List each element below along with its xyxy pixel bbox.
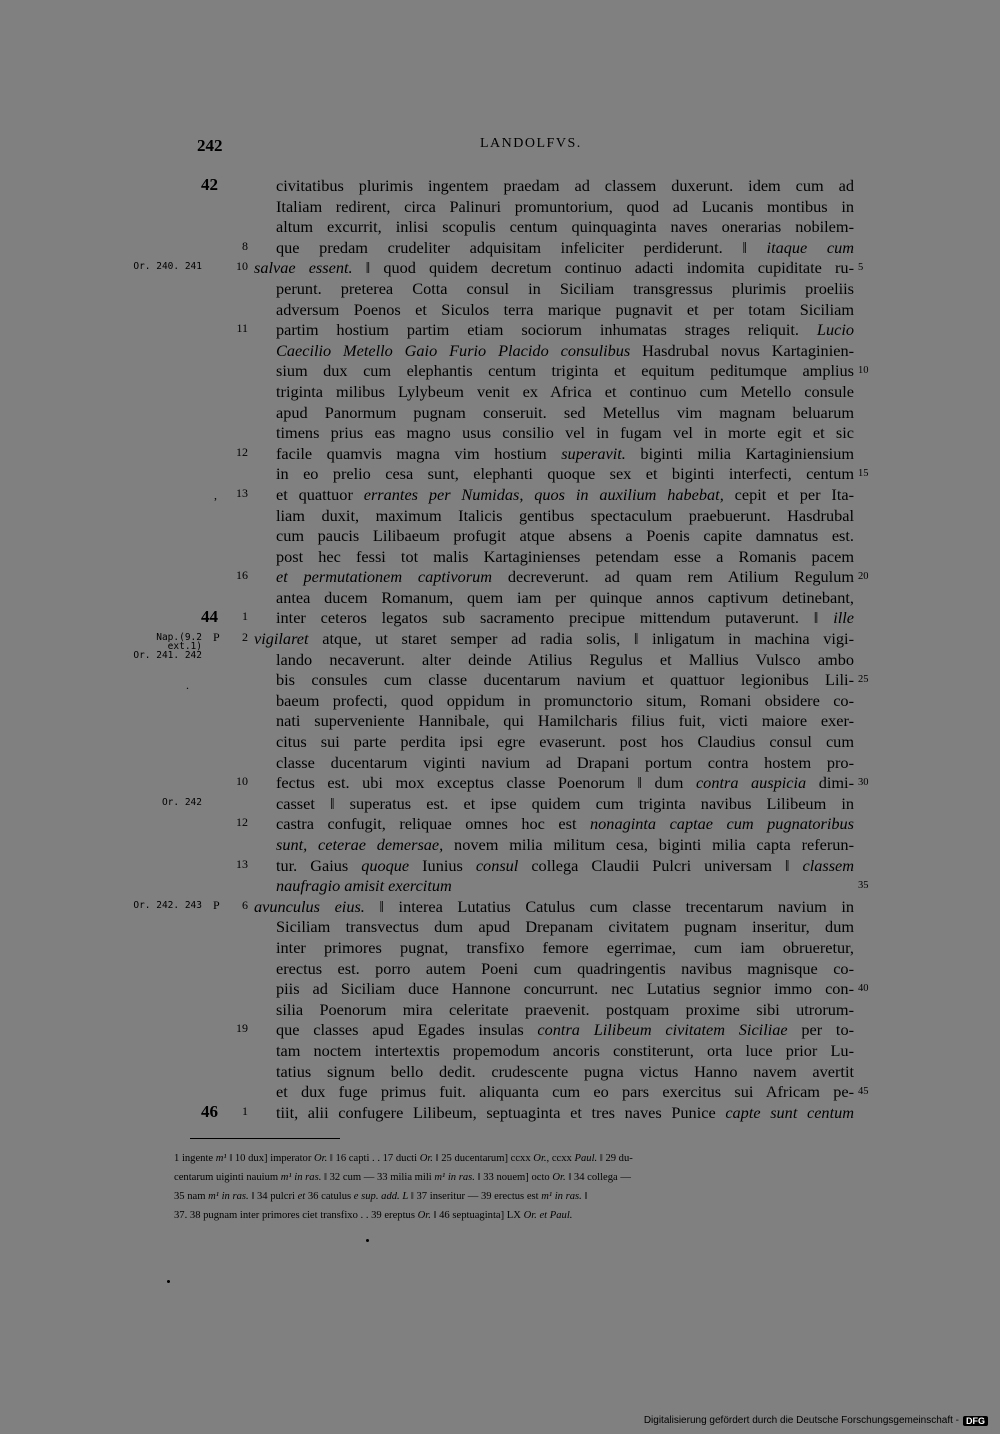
line-text: Siciliam transvectus dum apud Drepanam civitatem pugnam inseritur, dum xyxy=(276,917,854,937)
line-text: sium dux cum elephantis centum triginta et equitum peditumque amplius xyxy=(276,361,854,381)
line-text: altum excurrit, inlisi scopulis centum quinquaginta naves onerarias nobilem- xyxy=(276,217,854,237)
text-segment: Or. xyxy=(314,1153,328,1164)
text-segment: et permutationem captivorum xyxy=(276,567,493,587)
source-reference xyxy=(120,798,202,807)
text-segment: Lucio xyxy=(816,320,854,340)
line-text: nati superveniente Hannibale, qui Hamilcharis filius fuit, victi maiore exer- xyxy=(276,711,854,731)
line-text xyxy=(276,341,854,361)
line-text: civitatibus plurimis ingentem praedam ad classem duxerunt. idem cum ad xyxy=(276,176,854,195)
text-segment: ‖ 10 dux] imperator xyxy=(226,1153,315,1164)
text-segment: dimi- xyxy=(806,773,855,793)
edition-line-number: 30 xyxy=(858,777,869,789)
text-segment: Or. xyxy=(552,1172,566,1183)
text-segment: vigilaret xyxy=(254,629,309,649)
text-segment: 36 catulus xyxy=(305,1191,354,1202)
chapter-number: 44 xyxy=(201,607,218,627)
text-line xyxy=(0,197,1000,218)
text-line xyxy=(0,464,1000,485)
footnote-line xyxy=(174,1168,850,1187)
text-line xyxy=(0,485,1000,506)
text-segment: nonaginta captae cum pugnatoribus xyxy=(590,814,855,834)
text-segment: ‖ quod quidem decretum continuo adacti indomita cupiditate ru- xyxy=(352,258,854,278)
text-segment: avunculus eius. xyxy=(254,896,365,916)
credit-text: Digitalisierung gefördert durch die Deutsche Forschungsgemeinschaft - xyxy=(643,1415,959,1426)
text-segment: contra Lilibeum civitatem Siciliae xyxy=(537,1020,788,1040)
line-text xyxy=(276,814,854,834)
source-line-number: 12 xyxy=(236,444,248,459)
text-segment: biginti milia Kartaginiensium xyxy=(625,443,854,463)
line-text xyxy=(276,238,854,258)
text-segment: ‖ 16 capti . . 17 ducti xyxy=(327,1153,420,1164)
text-segment: collega Claudii Pulcri universam ‖ xyxy=(518,855,803,875)
text-segment: tur. Gaius xyxy=(276,855,362,875)
text-line xyxy=(0,917,1000,938)
text-line xyxy=(0,567,1000,588)
source-line-number: 8 xyxy=(242,238,248,253)
line-text: triginta milibus Lylybeum venit ex Africa et continuo cum Metello consule xyxy=(276,381,854,401)
text-line xyxy=(0,1062,1000,1083)
text-segment: contra auspicia xyxy=(695,773,807,793)
text-segment: Caecilio Metello Gaio Furio Placido consulibus xyxy=(276,340,631,360)
text-line xyxy=(0,217,1000,238)
dfg-logo: DFG xyxy=(963,1416,988,1426)
running-title: LANDOLFVS. xyxy=(480,136,582,151)
text-line xyxy=(0,650,1000,671)
text-segment: castra confugit, reliquae omnes hoc est xyxy=(276,814,591,834)
chapter-number: 46 xyxy=(201,1101,218,1121)
footnotes xyxy=(174,1149,850,1225)
line-text xyxy=(254,258,854,278)
text-segment: Paul. xyxy=(574,1153,598,1164)
text-segment: naufragio amisit exercitum xyxy=(276,876,452,896)
text-line xyxy=(0,670,1000,691)
text-line xyxy=(0,691,1000,712)
line-text: casset ‖ superatus est. et ipse quidem cum triginta navibus Lilibeum in xyxy=(276,793,854,813)
line-text: timens prius eas magno usus consilio vel in fugam vel in morte egit et sic xyxy=(276,423,854,443)
source-siglum: P xyxy=(213,897,220,912)
text-line xyxy=(0,938,1000,959)
text-segment: m¹ in ras. xyxy=(208,1191,249,1202)
text-segment: Or. xyxy=(419,1153,433,1164)
text-segment: ‖ 32 cum — 33 milia mili xyxy=(321,1172,435,1183)
text-segment: Or. xyxy=(533,1153,547,1164)
line-text: apud Panormum pugnam conseruit. sed Metellus vim magnam beluarum xyxy=(276,402,854,422)
line-text: adversum Poenos et Siculos terra marique pugnavit et per totam Siciliam xyxy=(276,299,854,319)
text-line xyxy=(0,732,1000,753)
text-segment: que predam crudeliter adquisitam infeliciter perdiderunt. ‖ xyxy=(276,237,767,257)
footnote-line xyxy=(174,1206,850,1225)
text-segment: et xyxy=(297,1191,306,1202)
text-segment: m¹ xyxy=(215,1153,227,1164)
text-segment: errantes per Numidas, quos in auxilium habebat, xyxy=(363,484,724,504)
text-segment: partim hostium partim etiam sociorum inhumatas strages reliquit. xyxy=(276,320,817,340)
text-line xyxy=(0,506,1000,527)
text-line xyxy=(0,279,1000,300)
line-text: Italiam redirent, circa Palinuri promuntorium, quod ad Lucanis montibus in xyxy=(276,196,854,216)
line-text: in eo prelio cesa sunt, elephanti quoque sex et biginti interfecti, centum xyxy=(276,464,854,484)
text-segment: classem xyxy=(802,855,855,875)
text-line xyxy=(0,382,1000,403)
line-text xyxy=(276,1103,854,1123)
line-text: antea ducem Romanum, quem iam per quinque annos captivum detinebant, xyxy=(276,587,854,607)
line-text: tatius signum bello dedit. crudescente pugna victus Hanno navem avertit xyxy=(276,1061,854,1081)
line-text: silia Poenorum mira celeritate praevenit. postquam proxime sibi utrorum- xyxy=(276,999,854,1019)
text-line xyxy=(0,1082,1000,1103)
text-segment: capte sunt centum xyxy=(725,1102,854,1122)
source-line-number: 10 xyxy=(236,259,248,274)
source-reference xyxy=(120,262,202,271)
text-segment: ‖ 34 pulcri xyxy=(248,1191,298,1202)
text-line xyxy=(0,835,1000,856)
text-segment: ‖ 46 septuaginta] LX xyxy=(430,1210,524,1221)
scan-speck xyxy=(167,1280,170,1283)
text-segment: quoque xyxy=(361,855,410,875)
text-line xyxy=(0,1000,1000,1021)
source-line-number: 10 xyxy=(236,774,248,789)
edition-line-number: 25 xyxy=(858,674,869,686)
edition-line-number: 5 xyxy=(858,262,864,274)
source-reference-line: Or. 242 xyxy=(161,796,202,808)
text-segment: itaque cum xyxy=(766,237,854,257)
line-text: tam noctem intertextis propemodum ancoris constiterunt, orta luce prior Lu- xyxy=(276,1040,854,1060)
footnote-rule xyxy=(190,1138,340,1139)
text-line xyxy=(0,588,1000,609)
edition-line-number: 40 xyxy=(858,983,869,995)
text-line xyxy=(0,608,1000,629)
line-text: lando necaverunt. alter deinde Atilius Regulus et Mallius Vulsco ambo xyxy=(276,649,854,669)
line-text xyxy=(276,876,854,896)
text-line xyxy=(0,526,1000,547)
text-segment: centarum uiginti nauium xyxy=(174,1172,281,1183)
text-segment: , ccxx xyxy=(546,1153,575,1164)
text-segment: que classes apud Egades insulas xyxy=(276,1020,538,1040)
line-text: piis ad Siciliam duce Hannone concurrunt. nec Lutatius segnior immo con- xyxy=(276,979,854,999)
text-line xyxy=(0,897,1000,918)
line-text xyxy=(276,1020,854,1040)
source-line-number: 13 xyxy=(236,856,248,871)
text-segment: et quattuor xyxy=(276,484,364,504)
line-text: et dux fuge primus fuit. aliquanta cum eo pars exercitus sui Africam pe- xyxy=(276,1082,854,1102)
text-segment: ‖ 37 inseritur — 39 erectus est xyxy=(408,1191,542,1202)
line-text xyxy=(276,835,854,855)
source-reference-line: Or. 241. 242 xyxy=(133,650,202,662)
text-segment: ‖ 25 ducentarum] ccxx xyxy=(432,1153,534,1164)
text-line xyxy=(0,361,1000,382)
text-line xyxy=(0,856,1000,877)
source-reference-line: Or. 240. 241 xyxy=(133,261,202,273)
text-line xyxy=(0,547,1000,568)
source-reference-line: Nap.(9.2 ext.1) xyxy=(156,632,202,653)
text-segment: sunt, ceterae demersae, xyxy=(276,835,444,854)
text-line xyxy=(0,258,1000,279)
edition-line-number: 20 xyxy=(858,571,869,583)
text-segment: 35 nam xyxy=(174,1191,209,1202)
footnote-line xyxy=(174,1149,850,1168)
text-segment: ‖ 34 collega — xyxy=(565,1172,631,1183)
scan-speck xyxy=(366,1239,369,1242)
text-line xyxy=(0,959,1000,980)
text-segment: inter ceteros legatos sub sacramento precipue mittendum putaverunt. ‖ xyxy=(276,608,834,628)
text-segment: ‖ 33 nouem] octo xyxy=(474,1172,553,1183)
text-segment: cepit et per Ita- xyxy=(723,484,854,504)
text-segment: consul xyxy=(475,855,519,875)
page-number: 242 xyxy=(197,136,223,155)
source-reference xyxy=(120,901,202,910)
source-line-number: 19 xyxy=(236,1021,248,1036)
line-text: baeum profecti, quod oppidum in promunctorio situm, Romani obsidere co- xyxy=(276,690,854,710)
line-text: classe ducentarum viginti navium ad Drapani portum contra hostem pro- xyxy=(276,752,854,772)
line-text: citus sui parte perdita ipsi egre evaserunt. post hos Claudius consul cum xyxy=(276,732,854,752)
line-text: liam duxit, maximum Italicis gentibus spectaculum praebuerunt. Hasdrubal xyxy=(276,505,854,525)
text-segment: per to- xyxy=(787,1020,855,1040)
text-segment: ‖ 29 du- xyxy=(597,1153,633,1164)
text-line xyxy=(0,711,1000,732)
text-segment: superavit. xyxy=(561,443,626,463)
text-segment: e sup. add. L xyxy=(353,1191,409,1202)
text-segment: ille xyxy=(833,608,854,628)
source-line-number: 11 xyxy=(236,321,248,336)
source-line-number: 12 xyxy=(236,815,248,830)
source-line-number: 2 xyxy=(242,630,248,645)
line-text: perunt. preterea Cotta consul in Siciliam transgressus plurimis proeliis xyxy=(276,278,854,298)
text-segment: ‖ xyxy=(581,1191,588,1202)
text-segment: salvae essent. xyxy=(254,258,353,278)
source-line-number: 13 xyxy=(236,485,248,500)
line-text: inter primores pugnat, transfixo femore egerrimae, cum iam obrueretur, xyxy=(276,937,854,957)
main-text xyxy=(0,176,1000,1123)
text-segment: 37. 38 pugnam inter primores ciet transfixo . . 39 ereptus xyxy=(174,1210,418,1221)
text-line xyxy=(0,300,1000,321)
edition-line-number: 15 xyxy=(858,468,869,480)
text-segment: m¹ in ras. xyxy=(280,1172,322,1183)
line-text xyxy=(254,629,854,649)
line-text: erectus est. porro autem Poeni cum quadringentis navibus magnisque co- xyxy=(276,958,854,978)
text-segment: fectus est. ubi mox exceptus classe Poenorum ‖ dum xyxy=(276,773,696,793)
line-text xyxy=(276,567,854,587)
text-line xyxy=(0,1020,1000,1041)
text-line xyxy=(0,979,1000,1000)
text-segment: Or. xyxy=(417,1210,431,1221)
line-text xyxy=(276,856,854,876)
text-segment: Or. et Paul. xyxy=(523,1210,573,1221)
text-segment: ‖ interea Lutatius Catulus cum classe trecentarum navium in xyxy=(364,896,854,916)
stray-mark: , xyxy=(214,488,217,502)
digitization-credit xyxy=(644,1415,988,1426)
footnote-line xyxy=(174,1187,850,1206)
chapter-number: 42 xyxy=(201,175,218,194)
text-line xyxy=(0,773,1000,794)
text-line xyxy=(0,1041,1000,1062)
text-line xyxy=(0,794,1000,815)
text-line xyxy=(0,1103,1000,1124)
line-text: cum paucis Lilibaeum profugit atque absens a Poenis capite damnatus est. xyxy=(276,526,854,546)
line-text xyxy=(254,897,854,917)
text-segment: decreverunt. ad quam rem Atilium Regulum xyxy=(492,567,854,587)
source-line-number: 16 xyxy=(236,568,248,583)
line-text: bis consules cum classe ducentarum navium et quattuor legionibus Lili- xyxy=(276,670,854,690)
text-line xyxy=(0,444,1000,465)
source-line-number: 1 xyxy=(242,1103,248,1118)
text-segment: Hasdrubal novus Kartaginien- xyxy=(630,340,855,360)
text-line xyxy=(0,876,1000,897)
text-line xyxy=(0,403,1000,424)
text-segment: facile quamvis magna vim hostium xyxy=(276,443,562,463)
text-segment: 1 ingente xyxy=(174,1153,216,1164)
line-text xyxy=(276,485,854,505)
line-text xyxy=(276,444,854,464)
edition-line-number: 10 xyxy=(858,365,869,377)
line-text xyxy=(276,608,854,628)
text-line xyxy=(0,753,1000,774)
line-text: post hec fessi tot malis Kartaginienses petendam esse a Romanis pacem xyxy=(276,546,854,566)
source-reference-line: Or. 242. 243 xyxy=(133,899,202,911)
text-line xyxy=(0,341,1000,362)
text-segment: Iunius xyxy=(409,855,476,875)
text-line xyxy=(0,320,1000,341)
text-segment: m¹ in ras. xyxy=(434,1172,475,1183)
line-text xyxy=(276,320,854,340)
edition-line-number: 45 xyxy=(858,1086,869,1098)
text-line xyxy=(0,423,1000,444)
source-line-number: 1 xyxy=(242,609,248,624)
text-segment: atque, ut staret semper ad radia solis, ‖ inligatum in machina vigi- xyxy=(308,629,854,649)
source-line-number: 6 xyxy=(242,897,248,912)
text-segment: novem milia militum cesa, biginti milia capta referun- xyxy=(443,835,854,854)
text-segment: m¹ in ras. xyxy=(541,1191,582,1202)
edition-line-number: 35 xyxy=(858,880,869,892)
text-line xyxy=(0,814,1000,835)
source-siglum: P xyxy=(213,630,220,645)
text-line xyxy=(0,238,1000,259)
text-line xyxy=(0,176,1000,197)
stray-mark: . xyxy=(186,678,189,692)
line-text xyxy=(276,773,854,793)
text-segment: tiit, alii confugere Lilibeum, septuaginta et tres naves Punice xyxy=(276,1102,726,1122)
